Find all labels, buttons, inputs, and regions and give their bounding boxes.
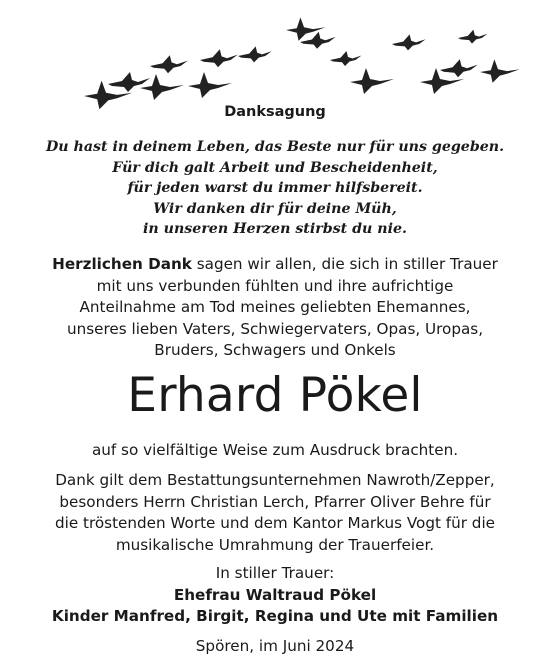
thanks-line: Bruders, Schwagers und Onkels [154,341,396,360]
thanks-paragraph [0,254,550,362]
thanks-line: unseres lieben Vaters, Schwiegervaters, Opas, Uropas, [66,319,484,338]
thanks-line: Anteilnahme am Tod meines geliebten Ehemannes, [79,298,471,317]
mourners-block [0,563,550,628]
mourners-intro: In stiller Trauer: [215,564,335,582]
acknowledgement-line: besonders Herrn Christian Lerch, Pfarrer Oliver Behre für [59,492,491,511]
thanks-first-rest: sagen wir allen, die sich in stiller Trauer [191,255,498,273]
thanks-first-line [0,254,550,276]
poem-line: für jeden warst du immer hilfsbereit. [127,180,423,197]
place-date: Spören, im Juni 2024 [195,637,355,655]
poem-line: Wir danken dir für deine Müh, [153,200,397,217]
acknowledgement-line: die tröstenden Worte und dem Kantor Markus Vogt für die [54,514,496,533]
thanks-lead: Herzlichen Dank [52,255,192,273]
poem-line: Für dich galt Arbeit und Bescheidenheit, [112,159,438,176]
acknowledgement-line: musikalische Umrahmung der Trauerfeier. [115,535,435,554]
deceased-name: Erhard Pökel [127,368,423,423]
heading: Danksagung [224,104,326,120]
acknowledgement-line: Dank gilt dem Bestattungsunternehmen Nawroth/Zepper, [55,471,495,489]
thanks-line: mit uns verbunden fühlten und ihre aufrichtige [96,276,454,295]
acknowledgement-paragraph [0,470,550,556]
poem-line: Du hast in deinem Leben, das Beste nur für uns gegeben. [45,139,505,155]
poem-line: in unseren Herzen stirbst du nie. [143,221,407,238]
flying-cranes-icon [0,0,550,110]
mourners-children: Kinder Manfred, Birgit, Regina und Ute mit Familien [51,607,499,626]
after-name-text: auf so vielfältige Weise zum Ausdruck brachten. [91,441,459,459]
mourners-wife: Ehefrau Waltraud Pökel [173,585,377,604]
poem [0,137,550,240]
